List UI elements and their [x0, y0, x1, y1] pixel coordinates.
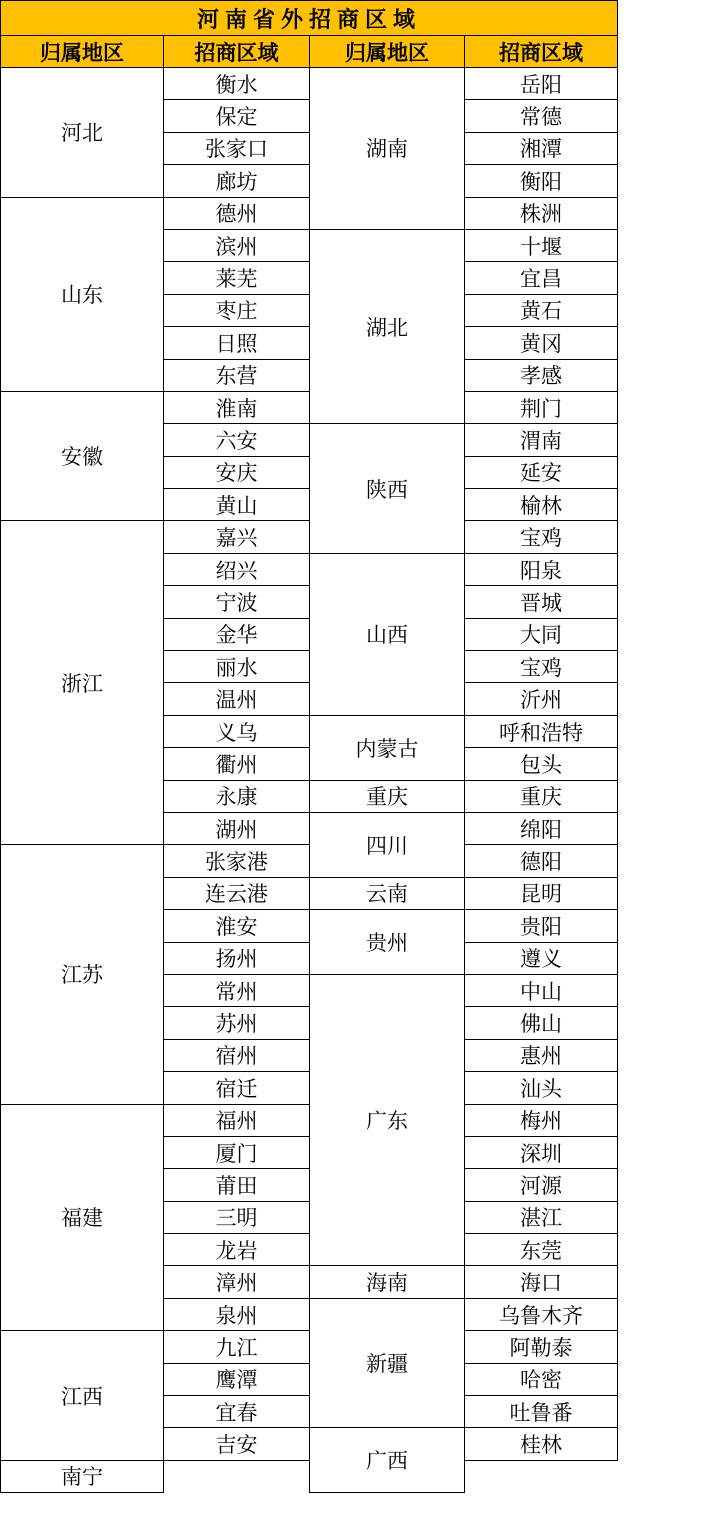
right-city-cell[interactable]: 汕头	[465, 1072, 618, 1104]
left-city-cell[interactable]: 莱芜	[164, 262, 310, 294]
table-row	[1, 197, 618, 229]
left-city-cell[interactable]: 厦门	[164, 1136, 310, 1168]
right-city-cell[interactable]: 惠州	[465, 1039, 618, 1071]
left-city-cell[interactable]: 福州	[164, 1104, 310, 1136]
left-city-cell[interactable]: 苏州	[164, 1007, 310, 1039]
left-region-cell[interactable]: 江苏	[1, 845, 164, 1104]
right-region-cell[interactable]: 云南	[310, 877, 465, 909]
left-city-cell[interactable]: 衡水	[164, 68, 310, 100]
right-city-cell[interactable]: 绵阳	[465, 812, 618, 844]
table-title[interactable]: 河南省外招商区域	[1, 1, 618, 36]
left-city-cell[interactable]: 宜春	[164, 1396, 310, 1428]
right-city-cell[interactable]: 宜昌	[465, 262, 618, 294]
right-region-cell[interactable]: 内蒙古	[310, 715, 465, 780]
right-city-cell[interactable]: 贵阳	[465, 910, 618, 942]
right-region-cell[interactable]: 湖北	[310, 229, 465, 423]
left-city-cell[interactable]: 淮安	[164, 910, 310, 942]
right-city-cell[interactable]: 延安	[465, 456, 618, 488]
right-city-cell[interactable]: 东莞	[465, 1234, 618, 1266]
left-city-cell[interactable]: 永康	[164, 780, 310, 812]
table-row	[1, 1104, 618, 1136]
left-region-cell[interactable]: 河北	[1, 68, 164, 198]
right-city-cell[interactable]: 常德	[465, 100, 618, 132]
left-city-cell[interactable]: 廊坊	[164, 165, 310, 197]
right-city-cell[interactable]: 湘潭	[465, 132, 618, 164]
right-city-cell[interactable]: 渭南	[465, 424, 618, 456]
right-city-cell[interactable]: 哈密	[465, 1363, 618, 1395]
left-city-cell[interactable]: 龙岩	[164, 1234, 310, 1266]
right-city-cell[interactable]: 大同	[465, 618, 618, 650]
right-city-cell[interactable]: 宝鸡	[465, 521, 618, 553]
right-city-cell[interactable]: 榆林	[465, 489, 618, 521]
header-right-region[interactable]: 归属地区	[310, 36, 465, 68]
right-city-cell[interactable]: 荆门	[465, 391, 618, 423]
right-city-cell[interactable]: 桂林	[465, 1428, 618, 1460]
left-city-cell[interactable]: 义乌	[164, 715, 310, 747]
right-region-cell[interactable]: 广西	[310, 1428, 465, 1493]
left-city-cell[interactable]: 宁波	[164, 586, 310, 618]
right-region-cell[interactable]: 四川	[310, 812, 465, 877]
left-city-cell[interactable]: 淮南	[164, 391, 310, 423]
left-city-cell[interactable]: 衢州	[164, 748, 310, 780]
left-city-cell[interactable]: 常州	[164, 974, 310, 1006]
left-region-cell[interactable]: 山东	[1, 197, 164, 391]
right-city-cell[interactable]: 德阳	[465, 845, 618, 877]
left-city-cell[interactable]: 宿州	[164, 1039, 310, 1071]
right-region-cell[interactable]: 重庆	[310, 780, 465, 812]
table-row	[1, 1331, 618, 1363]
right-city-cell[interactable]: 株洲	[465, 197, 618, 229]
right-city-cell[interactable]: 昆明	[465, 877, 618, 909]
left-city-cell[interactable]: 泉州	[164, 1298, 310, 1330]
left-city-cell[interactable]: 六安	[164, 424, 310, 456]
left-city-cell[interactable]: 绍兴	[164, 553, 310, 585]
right-city-cell[interactable]: 深圳	[465, 1136, 618, 1168]
table-row	[1, 391, 618, 423]
right-city-cell[interactable]: 沂州	[465, 683, 618, 715]
right-region-cell[interactable]: 山西	[310, 553, 465, 715]
right-city-cell[interactable]: 十堰	[465, 229, 618, 261]
right-city-cell[interactable]: 河源	[465, 1169, 618, 1201]
header-left-city[interactable]: 招商区域	[164, 36, 310, 68]
left-city-cell[interactable]: 保定	[164, 100, 310, 132]
left-city-cell[interactable]: 宿迁	[164, 1072, 310, 1104]
right-city-cell[interactable]: 孝感	[465, 359, 618, 391]
right-region-cell[interactable]: 陕西	[310, 424, 465, 554]
left-city-cell[interactable]: 连云港	[164, 877, 310, 909]
right-city-cell[interactable]: 黄石	[465, 294, 618, 326]
right-city-cell[interactable]: 阳泉	[465, 553, 618, 585]
left-city-cell[interactable]: 德州	[164, 197, 310, 229]
right-region-cell[interactable]: 广东	[310, 974, 465, 1266]
right-city-cell[interactable]: 遵义	[465, 942, 618, 974]
left-city-cell[interactable]: 丽水	[164, 651, 310, 683]
left-city-cell[interactable]: 漳州	[164, 1266, 310, 1298]
table-row	[1, 521, 618, 553]
table-body	[1, 1, 618, 1493]
left-city-cell[interactable]: 扬州	[164, 942, 310, 974]
right-region-cell[interactable]: 新疆	[310, 1298, 465, 1428]
right-city-cell[interactable]: 乌鲁木齐	[465, 1298, 618, 1330]
right-city-cell[interactable]: 吐鲁番	[465, 1396, 618, 1428]
left-city-cell[interactable]: 滨州	[164, 229, 310, 261]
left-region-cell[interactable]: 福建	[1, 1104, 164, 1331]
right-region-cell[interactable]: 贵州	[310, 910, 465, 975]
right-city-cell[interactable]: 中山	[465, 974, 618, 1006]
left-city-cell[interactable]: 金华	[164, 618, 310, 650]
right-region-cell[interactable]: 海南	[310, 1266, 465, 1298]
left-city-cell[interactable]: 张家港	[164, 845, 310, 877]
right-city-cell[interactable]: 呼和浩特	[465, 715, 618, 747]
table-row	[1, 845, 618, 877]
header-row	[1, 36, 618, 68]
left-city-cell[interactable]: 日照	[164, 327, 310, 359]
left-city-cell[interactable]: 温州	[164, 683, 310, 715]
title-row	[1, 1, 618, 36]
right-city-cell[interactable]: 海口	[465, 1266, 618, 1298]
table-row	[1, 68, 618, 100]
right-city-cell[interactable]: 衡阳	[465, 165, 618, 197]
right-city-cell[interactable]: 黄冈	[465, 327, 618, 359]
left-city-cell[interactable]: 吉安	[164, 1428, 310, 1460]
left-city-cell[interactable]: 九江	[164, 1331, 310, 1363]
right-city-cell[interactable]: 阿勒泰	[465, 1331, 618, 1363]
left-city-cell[interactable]: 三明	[164, 1201, 310, 1233]
right-city-cell[interactable]: 宝鸡	[465, 651, 618, 683]
left-city-cell[interactable]: 枣庄	[164, 294, 310, 326]
right-city-cell[interactable]: 包头	[465, 748, 618, 780]
right-city-cell[interactable]: 重庆	[465, 780, 618, 812]
right-region-cell[interactable]: 湖南	[310, 68, 465, 230]
left-region-cell[interactable]: 江西	[1, 1331, 164, 1461]
left-region-cell[interactable]: 安徽	[1, 391, 164, 521]
right-city-cell[interactable]: 梅州	[465, 1104, 618, 1136]
left-city-cell[interactable]: 鹰潭	[164, 1363, 310, 1395]
right-city-cell[interactable]: 晋城	[465, 586, 618, 618]
header-right-city[interactable]: 招商区域	[465, 36, 618, 68]
header-left-region[interactable]: 归属地区	[1, 36, 164, 68]
left-city-cell[interactable]: 莆田	[164, 1169, 310, 1201]
left-city-cell[interactable]: 嘉兴	[164, 521, 310, 553]
left-city-cell[interactable]: 湖州	[164, 812, 310, 844]
left-city-cell[interactable]: 张家口	[164, 132, 310, 164]
right-city-cell[interactable]: 岳阳	[465, 68, 618, 100]
left-city-cell[interactable]: 安庆	[164, 456, 310, 488]
right-city-cell[interactable]: 佛山	[465, 1007, 618, 1039]
left-city-cell[interactable]: 黄山	[164, 489, 310, 521]
right-city-cell[interactable]: 南宁	[1, 1460, 164, 1492]
right-city-cell[interactable]: 湛江	[465, 1201, 618, 1233]
left-region-cell[interactable]: 浙江	[1, 521, 164, 845]
left-city-cell[interactable]: 东营	[164, 359, 310, 391]
